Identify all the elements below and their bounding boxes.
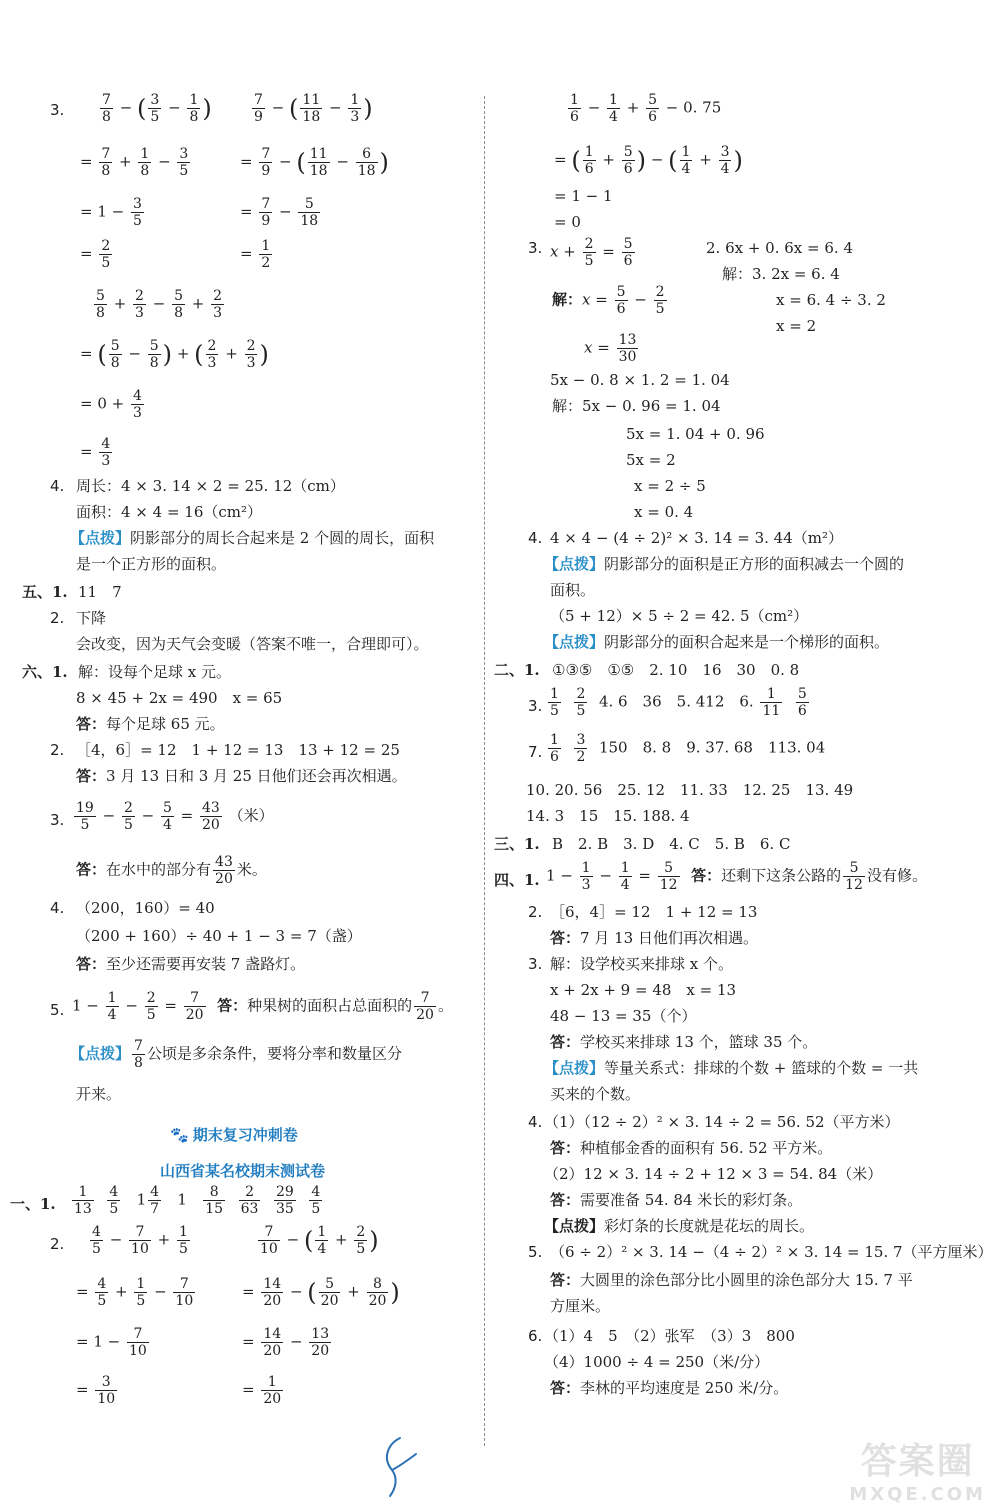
expr-e-result: = $\frac{1}{20}$ [242, 1374, 282, 1407]
r-q4-line: 4 × 4 − (4 ÷ 2)² × 3. 14 = 3. 44（m²） [550, 529, 843, 547]
expr-c: $\frac{5}{8}$ + $\frac{2}{3}$ − $\frac{5}{8}$ + $\frac{2}{3}$ [96, 288, 223, 321]
s4-q5-answer: 答：大圆里的涂色部分比小圆里的涂色部分大 15. 7 平 [550, 1271, 913, 1289]
expr-a-result: = $\frac{2}{5}$ [80, 238, 111, 271]
s6-q5-label: 5. [50, 1001, 65, 1019]
s4-q6-answer: 答：李林的平均速度是 250 米/分。 [550, 1379, 789, 1397]
s4-q6-label: 6. [528, 1327, 543, 1345]
s1-fractions: $\frac{1}{13}$ $\frac{4}{5}$ 1 $\frac{4}{7}$ 1 $\frac{8}{15}$ $\frac{2}{63}$ $\frac{29}{35}$ $\frac{4}{5}$ [74, 1184, 321, 1217]
perimeter-line: 周长：4 × 3. 14 × 2 = 25. 12（cm） [76, 477, 345, 495]
section-3-label: 三、1. [494, 835, 540, 853]
s6-q4b: （200 + 160）÷ 40 + 1 − 3 = 7（盏） [76, 927, 362, 945]
s2-line2-label: 3. [528, 697, 543, 715]
r-q4-tip-cont: 面积。 [550, 581, 596, 599]
section-6-label: 六、1. [22, 663, 68, 681]
s4-q3c: 48 − 13 = 35（个） [550, 1007, 697, 1025]
r-q4-label: 4. [528, 529, 543, 547]
s4-q5a: （6 ÷ 2）² × 3. 14 −（4 ÷ 2）² × 3. 14 = 15. 7（平方厘米） [550, 1243, 993, 1261]
s2-line2: $\frac{1}{5}$ $\frac{2}{5}$ 4. 6 36 5. 412 6. $\frac{1}{11}$ $\frac{5}{6}$ [550, 686, 807, 719]
eq2-line2: 解：3. 2x = 6. 4 [722, 265, 840, 283]
handwritten-mark [370, 1430, 430, 1500]
s4-q4a: （1）（12 ÷ 2）² × 3. 14 ÷ 2 = 56. 52（平方米） [544, 1113, 900, 1131]
s4-q4c: （2）12 × 3. 14 ÷ 2 + 12 × 3 = 54. 84（米） [544, 1165, 883, 1183]
expr-a: $\frac{7}{8}$ − ( $\frac{3}{5}$ − $\frac{1}{8}$ ) [102, 92, 212, 125]
expr-c-step2: = 0 + $\frac{4}{3}$ [80, 388, 142, 421]
expr-c-step1: = ( $\frac{5}{8}$ − $\frac{5}{8}$ ) + ( $\frac{2}{3}$ + $\frac{2}{3}$ ) [80, 338, 269, 371]
r-q3-label: 3. [528, 239, 543, 257]
expr-d-result: = $\frac{3}{10}$ [76, 1374, 116, 1407]
s5-q2: 下降 [76, 609, 107, 627]
s6-q2-label: 2. [50, 741, 65, 759]
s4-q1: 1 − $\frac{1}{3}$ − $\frac{1}{4}$ = $\frac{5}{12}$ 答：还剩下这条公路的 $\frac{5}{12}$ 没有修。 [546, 860, 927, 893]
s4-q5-answer-cont: 方厘米。 [550, 1297, 611, 1315]
expr-f-result: = 0 [554, 213, 581, 231]
s4-q3a: 解：设学校买来排球 x 个。 [550, 955, 733, 973]
area-line: 面积：4 × 4 = 16（cm²） [76, 503, 263, 521]
s6-q5-tip: 【点拨】 $\frac{7}{8}$ 公顷是多余条件，要将分率和数量区分 [70, 1038, 402, 1071]
expr-b: $\frac{7}{9}$ − ( $\frac{11}{18}$ − $\frac{1}{3}$ ) [254, 92, 373, 125]
eq3-line6: x = 0. 4 [634, 503, 694, 521]
s1-q2-label: 2. [50, 1235, 65, 1253]
s6-q1a: 解：设每个足球 x 元。 [78, 663, 231, 681]
eq3-line1: 5x − 0. 8 × 1. 2 = 1. 04 [550, 371, 730, 389]
s6-q4a: （200，160）= 40 [76, 899, 215, 917]
section-title: 🐾 期末复习冲刺卷 [170, 1126, 298, 1144]
s4-q6b: （4）1000 ÷ 4 = 250（米/分） [544, 1353, 770, 1371]
eq2-line1: 2. 6x + 0. 6x = 6. 4 [706, 239, 853, 257]
s2-line1: ①③⑤ ①⑤ 2. 10 16 30 0. 8 [552, 661, 800, 679]
exam-title: 山西省某名校期末测试卷 [160, 1162, 326, 1180]
q3-label: 3. [50, 101, 65, 119]
section-1-label: 一、1. [10, 1195, 56, 1213]
s2-line3-label: 7. [528, 743, 543, 761]
s6-q3-label: 3. [50, 811, 65, 829]
paw-icon: 🐾 [170, 1126, 189, 1144]
r-q4-tip: 【点拨】阴影部分的面积是正方形的面积减去一个圆的 [544, 555, 905, 573]
r-q4-tip3: 【点拨】阴影部分的面积合起来是一个梯形的面积。 [544, 633, 890, 651]
s4-q3b: x + 2x + 9 = 48 x = 13 [550, 981, 737, 999]
expr-b-step2: = $\frac{7}{9}$ − $\frac{5}{18}$ [240, 196, 319, 229]
eq3-line4: 5x = 2 [626, 451, 676, 469]
s4-q3-tip: 【点拨】等量关系式：排球的个数 + 篮球的个数 = 一共 [544, 1059, 919, 1077]
s5-q1: 11 7 [78, 583, 122, 601]
s4-q2a: ［6，4］= 12 1 + 12 = 13 [550, 903, 758, 921]
eq3-line5: x = 2 ÷ 5 [634, 477, 706, 495]
eq3-line3: 5x = 1. 04 + 0. 96 [626, 425, 765, 443]
expr-e: $\frac{7}{10}$ − ( $\frac{1}{4}$ + $\frac{2}{5}$ ) [260, 1224, 379, 1257]
s4-q4-answer2: 答：需要准备 54. 84 米长的彩灯条。 [550, 1191, 803, 1209]
s4-q4-answer1: 答：种植郁金香的面积有 56. 52 平方米。 [550, 1139, 833, 1157]
s6-q4-answer: 答：至少还需要再安装 7 盏路灯。 [76, 955, 306, 973]
tip-q4-cont: 是一个正方形的面积。 [76, 555, 227, 573]
s2-line4: 10. 20. 56 25. 12 11. 33 12. 25 13. 49 [526, 781, 854, 799]
s6-q4-label: 4. [50, 899, 65, 917]
section-4-label: 四、1. [494, 871, 540, 889]
s6-q2a: ［4，6］= 12 1 + 12 = 13 13 + 12 = 25 [76, 741, 400, 759]
expr-d-step1: = $\frac{4}{5}$ + $\frac{1}{5}$ − $\frac{7}{10}$ [76, 1276, 194, 1309]
s4-q2-label: 2. [528, 903, 543, 921]
s2-line5: 14. 3 15 15. 188. 4 [526, 807, 690, 825]
watermark: 答案圈 MXQE.COM [849, 1441, 986, 1505]
eq1: x + $\frac{2}{5}$ = $\frac{5}{6}$ [550, 236, 633, 269]
r-q4-line2: （5 + 12）× 5 ÷ 2 = 42. 5（cm²） [550, 607, 809, 625]
s5-q2-label: 2. [50, 609, 65, 627]
expr-e-step2: = $\frac{14}{20}$ − $\frac{13}{20}$ [242, 1326, 330, 1359]
section-5-label: 五、1. [22, 583, 68, 601]
s6-q1b: 8 × 45 + 2x = 490 x = 65 [76, 689, 283, 707]
s4-q3-label: 3. [528, 955, 543, 973]
expr-a-step1: = $\frac{7}{8}$ + $\frac{1}{8}$ − $\frac{3}{5}$ [80, 146, 189, 179]
expr-d-step2: = 1 − $\frac{7}{10}$ [76, 1326, 147, 1359]
eq2-line3: x = 6. 4 ÷ 3. 2 [776, 291, 886, 309]
s2-line3: $\frac{1}{6}$ $\frac{3}{2}$ 150 8. 8 9. 37. 68 113. 04 [550, 732, 826, 765]
s5-q2b: 会改变，因为天气会变暖（答案不唯一，合理即可）。 [76, 635, 429, 653]
s6-q5-expr: 1 − $\frac{1}{4}$ − $\frac{2}{5}$ = $\frac{7}{20}$ 答：种果树的面积占总面积的 $\frac{7}{20}$ 。 [72, 990, 453, 1023]
tip-label: 【点拨】 [70, 529, 131, 547]
s4-q3-answer: 答：学校买来排球 13 个，篮球 35 个。 [550, 1033, 818, 1051]
s4-q4-label: 4. [528, 1113, 543, 1131]
expr-f: $\frac{1}{6}$ − $\frac{1}{4}$ + $\frac{5}{6}$ − 0. 75 [570, 92, 722, 125]
tip-text: 阴影部分的周长合起来是 2 个圆的周长，面积 [130, 529, 435, 547]
expr-f-step1: = ( $\frac{1}{6}$ + $\frac{5}{6}$ ) − ( $\frac{1}{4}$ + $\frac{3}{4}$ ) [554, 144, 743, 177]
r-section-2-label: 二、1. [494, 661, 540, 679]
expr-b-step1: = $\frac{7}{9}$ − ( $\frac{11}{18}$ − $\frac{6}{18}$ ) [240, 146, 389, 179]
column-divider [484, 96, 485, 1446]
expr-f-step2: = 1 − 1 [554, 187, 613, 205]
s4-q2-answer: 答：7 月 13 日他们再次相遇。 [550, 929, 758, 947]
s4-q6a: （1）4 5 （2）张军 （3）3 800 [544, 1327, 795, 1345]
expr-e-step1: = $\frac{14}{20}$ − ( $\frac{5}{20}$ + $\frac{8}{20}$ ) [242, 1276, 400, 1309]
expr-a-step2: = 1 − $\frac{3}{5}$ [80, 196, 142, 229]
eq3-line2: 解：5x − 0. 96 = 1. 04 [552, 397, 721, 415]
s4-q5-label: 5. [528, 1243, 543, 1261]
eq1-step1: 解：x = $\frac{5}{6}$ − $\frac{2}{5}$ [552, 284, 665, 317]
s4-q3-tip-cont: 买来的个数。 [550, 1085, 641, 1103]
s3-line1: B 2. B 3. D 4. C 5. B 6. C [552, 835, 791, 853]
tip-q4 [70, 526, 434, 550]
expr-d: $\frac{4}{5}$ − $\frac{7}{10}$ + $\frac{1}{5}$ [92, 1224, 188, 1257]
eq2-line4: x = 2 [776, 317, 817, 335]
s6-q1-answer: 答：每个足球 65 元。 [76, 715, 225, 733]
s6-q3-answer: 答：在水中的部分有 $\frac{43}{20}$ 米。 [76, 854, 267, 887]
s6-q2-answer: 答：3 月 13 日和 3 月 25 日他们还会再次相遇。 [76, 767, 407, 785]
expr-c-result: = $\frac{4}{3}$ [80, 436, 111, 469]
eq1-result: x = $\frac{13}{30}$ [584, 332, 637, 365]
s4-q4-tip: 【点拨】彩灯条的长度就是花坛的周长。 [544, 1217, 815, 1235]
expr-b-result: = $\frac{1}{2}$ [240, 238, 271, 271]
s6-q5-tip-cont: 开来。 [76, 1085, 122, 1103]
q4-label: 4. [50, 477, 65, 495]
s6-q3-expr: $\frac{19}{5}$ − $\frac{2}{5}$ − $\frac{5}{4}$ = $\frac{43}{20}$ （米） [76, 800, 274, 833]
